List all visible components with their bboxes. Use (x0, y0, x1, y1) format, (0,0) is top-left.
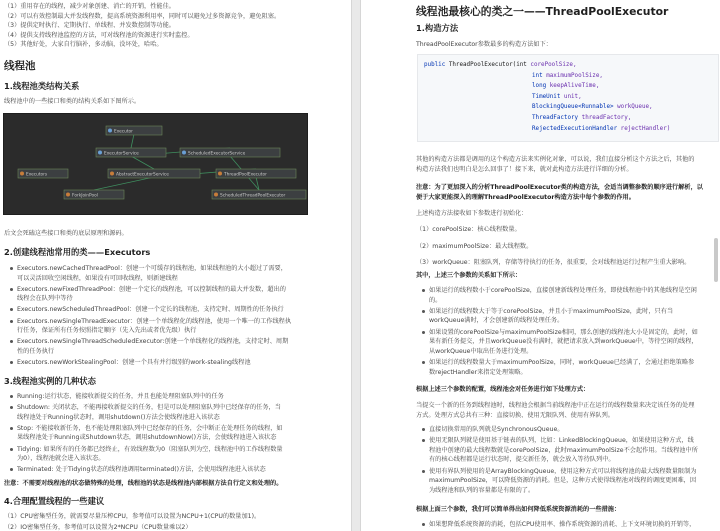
diagram-node-icon (20, 172, 24, 176)
diagram-node-label: Executors (26, 172, 48, 178)
relation-item: 的。 (429, 296, 442, 304)
bullet-dot (10, 288, 13, 291)
bullet-dot (10, 395, 13, 398)
diagram-node-icon (214, 193, 218, 197)
queue-item: 直接切换常用的队列就是SynchronousQueue。 (429, 426, 564, 433)
states-note: 注意：不需要对线程池的状态做特殊的处理，线程池的状态是线程池内部根据方法自行定义和处理的。 (4, 480, 283, 487)
diagram-node-label: ExecutorService (104, 151, 139, 157)
measures-item: 如果想降低系统资源的消耗，包括CPU使用率、操作系统资源的消耗、上下文环境切换的开销等， (429, 521, 696, 528)
code-line (532, 82, 599, 92)
code-line (424, 61, 577, 71)
section-title-threadpool: 线程池 (4, 60, 36, 72)
diagram-node-icon (218, 172, 222, 176)
vertical-scrollbar[interactable] (712, 0, 720, 531)
state-item: Stop: 不能接收新任务，也不能处理阻塞队列中已经保存的任务，会中断正在处理任务的线程，如 (17, 424, 283, 432)
state-item: 果线程池处于Running或Shutdown状态，调用shutdownNow()方法，会使线程池进入该状态 (17, 434, 277, 442)
code-type: long (532, 83, 550, 90)
structure-description: 线程池中的一些接口和类的结构关系如下图所示。 (4, 98, 141, 105)
code-line (532, 93, 582, 103)
queue-item: maximumPoolSize，可以降低资源的消耗。但是，这种方式使得线程池对线程的调度更困难，因 (429, 477, 697, 485)
relation-item: 如果设置的corePoolSize与maximumPoolSize相同，那么创建的线程池大小是固定的，此时，如 (429, 328, 698, 336)
bullet-dot (10, 427, 13, 430)
class-structure-diagram (3, 113, 308, 215)
intro-item: （2）可以有效控制最大并发线程数，提高系统资源利用率，同时可以避免过多资源竞争，避免阻塞。 (4, 12, 281, 20)
param-item: （3）workQueue：阻塞队列，存储等待执行的任务，很重要，会对线程池运行过程产生重大影响。 (416, 259, 691, 266)
section-title-structure: 1.线程池类结构关系 (4, 81, 80, 91)
section-title-states: 3.线程池实例的几种状态 (4, 376, 96, 386)
paragraph-line: 其他的构造方法都是调用的这个构造方法来实例化对象，可以说，我们直接分析这个方法之后，其他的 (416, 156, 695, 163)
queue-item: 为线程池和队列的容量都是有限的了。 (429, 486, 535, 494)
diagram-node-label: Executor (114, 129, 133, 135)
executor-item: 性的任务执行 (17, 347, 55, 355)
bullet-dot (10, 320, 13, 323)
bullet-dot (10, 448, 13, 451)
intro-item: （1）重用存在的线程，减少对象创建、消亡的开销，性能佳。 (4, 3, 175, 10)
relation-title: 其中，上述三个参数的关系如下所示： (416, 272, 522, 279)
queue-item: 有的核心线程都是运行状态时，提交新任务，就会放入等待队列中。 (429, 456, 615, 464)
diagram-node-icon (98, 151, 102, 155)
state-item: 为0），线程池就会进入该状态。 (17, 455, 105, 463)
code-param: unit, (563, 93, 582, 100)
config-paragraph-line: 当提交一个新的任务到线程池时，线程池会根据当前线程池中正在运行的线程数量来决定该任务的处理 (416, 402, 695, 409)
diagram-node-icon (182, 151, 186, 155)
queue-item: 使用无限队列就是使用基于链表的队列，比如：LinkedBlockingQueue，如果使用这种方式，线 (429, 437, 694, 445)
constructor-code-block (417, 54, 719, 142)
section-title-constructor: 1.构造方法 (416, 23, 459, 33)
code-param: maximumPoolSize, (546, 72, 603, 79)
bullet-dot (422, 523, 425, 526)
code-line (532, 72, 603, 82)
diagram-node-label: ScheduledExecutorService (188, 151, 246, 157)
intro-item: （3）提供定时执行、定期执行、单线程、并发数控制等功能。 (4, 22, 175, 30)
code-param: rejectHandler) (620, 125, 671, 132)
diagram-link (131, 156, 154, 169)
param-item: （1）corePoolSize：核心线程数量。 (416, 226, 521, 233)
executor-item: Executors.newCachedThreadPool：创建一个可缓存的线程池，如果线程池的大小超过了需要， (17, 265, 287, 272)
constructor-description: ThreadPoolExecutor参数最多的构造方法如下： (416, 41, 552, 48)
params-intro: 上述构造方法接收如下参数进行初始化： (416, 210, 528, 217)
bullet-dot (10, 340, 13, 343)
config-paragraph-line: 方式。处理方式总共有三种：直接切换、使用无限队列、使用有界队列。 (416, 411, 614, 419)
bullet-dot (422, 310, 425, 313)
bullet-dot (422, 428, 425, 431)
executor-item: Executors.newSingleThreadScheduledExecutor:创建一个单线程化的线程池，支持定时、周期 (17, 338, 289, 346)
relation-item: 如果运行的线程数小于corePoolSize，直接创建新线程处理任务，即使线程池中的其他线程是空闲 (429, 287, 697, 294)
code-type: TimeUnit (532, 93, 564, 100)
diagram-node-icon (110, 172, 114, 176)
state-item: Shutdown: 关闭状态，不能再接收新提交的任务，但是可以处理阻塞队列中已经保存的任务，当 (17, 404, 281, 412)
bullet-dot (422, 289, 425, 292)
queue-item: 使用有界队列使用的是ArrayBlockingQueue，使用这种方式可以将线程池的最大线程数量限制为 (429, 467, 697, 475)
state-item: Terminated: 处于Tidying状态的线程池调用terminated()方法，会使用线程池进入该状态 (17, 466, 266, 474)
bullet-dot (422, 331, 425, 334)
executor-item: Executors.newFixedThreadPool：创建一个定长的线程池，可以控制线程的最大并发数，超出的 (17, 285, 286, 293)
relation-item: 从workQueue中取出任务进行处理。 (429, 347, 533, 355)
right-page-title: 线程池最核心的类之一——ThreadPoolExecutor (416, 5, 669, 18)
measures-title: 根据上面三个参数，我们可以简单得出如何降低系统资源消耗的一些措施： (416, 506, 621, 513)
code-type: RejectedExecutionHandler (532, 125, 621, 132)
diagram-node-label: AbstractExecutorService (116, 172, 169, 178)
relation-item: workQueue满时，才会创建新的线程处理任务。 (429, 317, 564, 325)
diagram-node-icon (66, 193, 70, 197)
note-line: 注意：为了更加深入的分析ThreadPoolExecutor类的构造方法，会适当调整参数的顺序进行解析，以 (416, 184, 703, 191)
relation-item: 如果运行的线程数大于等于corePoolSize，并且小于maximumPoolSize，此时，只有当 (429, 307, 674, 315)
after-diagram-text: 后文会死磕这些接口和类的底层原理和源码。 (4, 230, 128, 237)
relation-item: 果有新任务提交，并且workQueue没有满时，就把请求放入到workQueue中，等待空闲的线程， (429, 338, 698, 346)
class-structure-diagram-image (4, 114, 307, 214)
code-line (532, 114, 631, 124)
code-line (532, 125, 670, 135)
bullet-dot (422, 470, 425, 473)
config-item: （2）IO密集型任务，参考值可以设置为2*NCPU（CPU数量乘以2） (4, 524, 192, 531)
executor-item: 可以灵活回收空闲线程，如果没有可回收线程，则新建线程 (17, 274, 178, 282)
code-param: corePoolSize, (530, 62, 577, 68)
executor-item: 行任务，保证所有任务按照指定顺序（先入先出或者优先级）执行 (17, 327, 197, 335)
bullet-dot (10, 361, 13, 364)
code-type: ThreadFactory (532, 115, 582, 121)
intro-item: （4）提供支持线程池监控的方法，可对线程池的资源进行实时监控。 (4, 31, 194, 39)
executor-item: Executors.newSingleThreadExecutor：创建一个单线程化的线程池，使用一个唯一的工作线程执 (17, 317, 292, 325)
executor-item: Executors.newWorkStealingPool：创建一个具有并行级别的work-stealing线程池 (17, 358, 251, 366)
executor-item: 线程会在队列中等待 (17, 295, 73, 303)
state-item: 线程池处于Running状态时，调用shutdown()方法会使线程池进入该状态 (17, 413, 220, 421)
left-document-page (0, 0, 351, 531)
diagram-link (131, 134, 134, 148)
config-item: （1）CPU密集型任务，就需要尽量压榨CPU，参考值可以设置为NCPU+1(CPU的数量加1)。 (4, 513, 261, 520)
queue-item: 程池中创建的最大线程数就是corePoolSize，此时maximumPoolSize不会起作用。当线程池中所 (429, 446, 698, 454)
code-param: workQueue, (617, 104, 653, 111)
config-title: 根据上述三个参数的配置，线程池会对任务进行如下处理方式： (416, 386, 590, 393)
scrollbar-thumb[interactable] (714, 238, 718, 282)
relation-item: 数rejectHandler来指定处理策略。 (429, 368, 527, 376)
relation-item: 如果运行的线程数量大于maximumPoolSize，同时，workQueue已经满了，会通过拒绝策略参 (429, 359, 695, 366)
diagram-node-label: ThreadPoolExecutor (224, 172, 267, 178)
param-item: （2）maximumPoolSize：最大线程数。 (416, 242, 533, 250)
diagram-node-label: ScheduledThreadPoolExecutor (220, 193, 286, 199)
code-type: ThreadPoolExecutor(int (448, 62, 531, 68)
section-title-config: 4.合理配置线程的一些建议 (4, 496, 105, 506)
diagram-node-icon (108, 129, 112, 133)
code-type: BlockingQueue<Runnable> (532, 104, 618, 111)
intro-item: （5）其他好处，大家自行脑补，多动脑，没坏处，哈哈。 (4, 41, 163, 49)
bullet-dot (10, 267, 13, 270)
page-divider (351, 0, 361, 531)
state-item: Running:运行状态，能接收新提交的任务，并且也能处理阻塞队列中的任务 (17, 393, 224, 400)
section-title-executors: 2.创建线程池常用的类——Executors (4, 247, 151, 257)
executor-item: Executors.newScheduledThreadPool：创建一个定长的线程池，支持定时、周期性的任务执行 (17, 306, 284, 314)
diagram-node-label: ForkJoinPool (72, 193, 98, 199)
bullet-dot (422, 361, 425, 364)
diagram-link (94, 177, 154, 190)
code-keyword: public (424, 62, 449, 68)
code-param: threadFactory, (581, 115, 632, 121)
code-line (532, 103, 653, 113)
state-item: Tidying: 如果所有的任务都已经终止，有效线程数为0（阻塞队列为空，线程池中的工作线程数量 (17, 445, 283, 453)
code-type: int (532, 72, 547, 79)
bullet-dot (10, 406, 13, 409)
note-line: 便于大家更能深入的理解ThreadPoolExecutor构造方法中每个参数的作用。 (416, 193, 635, 201)
code-param: keepAliveTime, (549, 83, 600, 90)
bullet-dot (10, 308, 13, 311)
paragraph-line: 构造方法我们也明白是怎么回事了！接下来，就对此构造方法进行详细的分析。 (416, 165, 633, 173)
bullet-dot (10, 468, 13, 471)
